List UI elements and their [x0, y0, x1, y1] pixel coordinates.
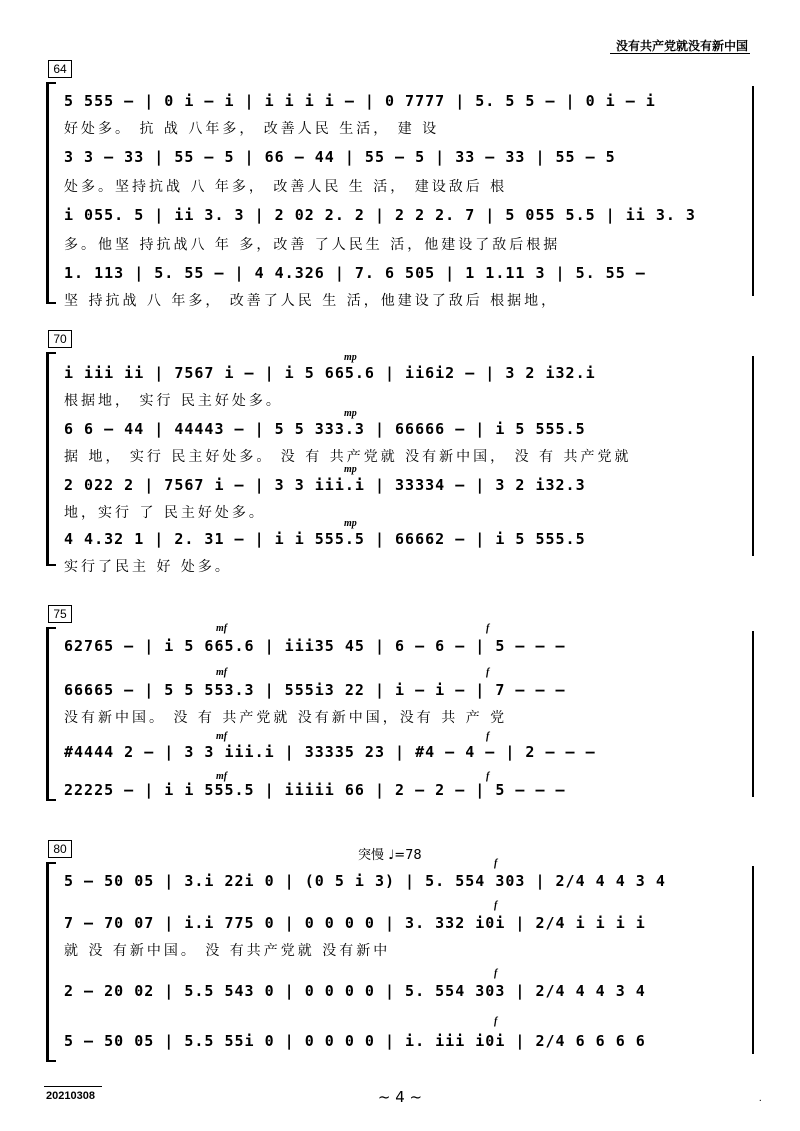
tempo-marking: 突慢 ♩=78 [358, 848, 422, 863]
footer-code: 20210308 [46, 1090, 95, 1102]
dynamic-f: f [486, 731, 490, 742]
dynamic-mf: mf [216, 771, 228, 782]
dynamic-mp: mp [344, 518, 357, 529]
system-bracket [46, 627, 49, 801]
staff-soprano-notes: 5 – 50 05 | 3.i 22i 0 | (0 5 i 3) | 5. 554 303 | 2/4 4 4 3 4 [64, 872, 666, 890]
footer-rule [44, 1086, 102, 1087]
score-system-64 [46, 60, 754, 310]
bracket-cap-top [46, 627, 56, 629]
staff-soprano-lyrics: 好处多。 抗 战 八年多， 改善人民 生活， 建 设 [64, 121, 440, 137]
staff-soprano-lyrics: 根据地， 实行 民主好处多。 [64, 393, 283, 409]
staff-bass-notes: 5 – 50 05 | 5.5 55i 0 | 0 0 0 0 | i. iii i0i | 2/4 6 6 6 6 [64, 1032, 646, 1050]
staff-tenor-notes: i 055. 5 | ii 3. 3 | 2 02 2. 2 | 2 2 2. 7 | 5 055 5.5 | ii 3. 3 [64, 206, 696, 224]
dynamic-f: f [494, 858, 498, 869]
staff-soprano-notes: i iii ii | 7567 i – | i 5 665.6 | ii6i2 – | 3 2 i32.i [64, 364, 596, 382]
staff-alto-notes: 66665 – | 5 5 553.3 | 555i3 22 | i – i – | 7 – – – [64, 681, 566, 699]
measure-number: 64 [48, 60, 72, 78]
corner-mark: · [758, 1096, 762, 1107]
staff-tenor-lyrics: 多。他坚 持抗战八 年 多，改善 了人民生 活，他建设了敌后根据 [64, 237, 561, 253]
bracket-cap-bottom [46, 564, 56, 566]
staff-alto-lyrics: 处多。坚持抗战 八 年多， 改善人民 生 活， 建设敌后 根 [64, 179, 508, 195]
bracket-cap-bottom [46, 1060, 56, 1062]
dynamic-f: f [486, 623, 490, 634]
header-title: 没有共产党就没有新中国 [615, 39, 748, 53]
staff-alto-lyrics: 就 没 有新中国。 没 有共产党就 没有新中 [64, 943, 391, 959]
staff-soprano-notes: 5 555 – | 0 i – i | i i i i – | 0 7777 | 5. 5 5 – | 0 i – i [64, 92, 656, 110]
staff-bass-notes: 22225 – | i i 555.5 | iiiii 66 | 2 – 2 – | 5 – – – [64, 781, 566, 799]
staff-tenor-notes: 2 – 20 02 | 5.5 543 0 | 0 0 0 0 | 5. 554 303 | 2/4 4 4 3 4 [64, 982, 646, 1000]
staff-bass-notes: 4 4.32 1 | 2. 31 – | i i 555.5 | 66662 – | i 5 555.5 [64, 530, 586, 548]
staff-alto-lyrics: 没有新中国。 没 有 共产党就 没有新中国，没有 共 产 党 [64, 710, 508, 726]
score-system-75 [46, 605, 754, 810]
system-end-barline [752, 866, 754, 1054]
staff-tenor-lyrics: 地，实行 了 民主好处多。 [64, 505, 266, 521]
dynamic-mf: mf [216, 731, 228, 742]
measure-number: 70 [48, 330, 72, 348]
dynamic-f: f [494, 968, 498, 979]
staff-tenor-notes: 2 022 2 | 7567 i – | 3 3 iii.i | 33334 – | 3 2 i32.3 [64, 476, 586, 494]
staff-bass-lyrics: 坚 持抗战 八 年多， 改善了人民 生 活，他建设了敌后 根据地， [64, 293, 559, 309]
staff-bass-notes: 1. 113 | 5. 55 – | 4 4.326 | 7. 6 505 | 1 1.11 3 | 5. 55 – [64, 264, 646, 282]
dynamic-f: f [494, 1016, 498, 1027]
staff-alto-notes: 3 3 – 33 | 55 – 5 | 66 – 44 | 55 – 5 | 33 – 33 | 55 – 5 [64, 148, 616, 166]
dynamic-f: f [486, 667, 490, 678]
bracket-cap-bottom [46, 799, 56, 801]
header-rule [610, 53, 750, 54]
dynamic-mp: mp [344, 464, 357, 475]
system-bracket [46, 862, 49, 1062]
bracket-cap-top [46, 862, 56, 864]
bracket-cap-bottom [46, 302, 56, 304]
staff-bass-lyrics: 实行了民主 好 处多。 [64, 559, 232, 575]
measure-number: 75 [48, 605, 72, 623]
dynamic-mp: mp [344, 408, 357, 419]
measure-number: 80 [48, 840, 72, 858]
score-system-70 [46, 330, 754, 575]
dynamic-f: f [494, 900, 498, 911]
system-bracket [46, 352, 49, 566]
score-system-80 [46, 840, 754, 1070]
dynamic-mf: mf [216, 623, 228, 634]
system-bracket [46, 82, 49, 304]
staff-alto-notes: 7 – 70 07 | i.i 775 0 | 0 0 0 0 | 3. 332 i0i | 2/4 i i i i [64, 914, 646, 932]
bracket-cap-top [46, 352, 56, 354]
dynamic-mf: mf [216, 667, 228, 678]
staff-alto-notes: 6 6 – 44 | 44443 – | 5 5 333.3 | 66666 – | i 5 555.5 [64, 420, 586, 438]
dynamic-mp: mp [344, 352, 357, 363]
staff-soprano-notes: 62765 – | i 5 665.6 | iii35 45 | 6 – 6 – | 5 – – – [64, 637, 566, 655]
page-number: ~ 4 ~ [377, 1088, 423, 1106]
staff-alto-lyrics: 据 地， 实行 民主好处多。 没 有 共产党就 没有新中国， 没 有 共产党就 [64, 449, 632, 465]
bracket-cap-top [46, 82, 56, 84]
staff-tenor-notes: #4444 2 – | 3 3 iii.i | 33335 23 | #4 – 4 – | 2 – – – [64, 743, 596, 761]
dynamic-f: f [486, 771, 490, 782]
